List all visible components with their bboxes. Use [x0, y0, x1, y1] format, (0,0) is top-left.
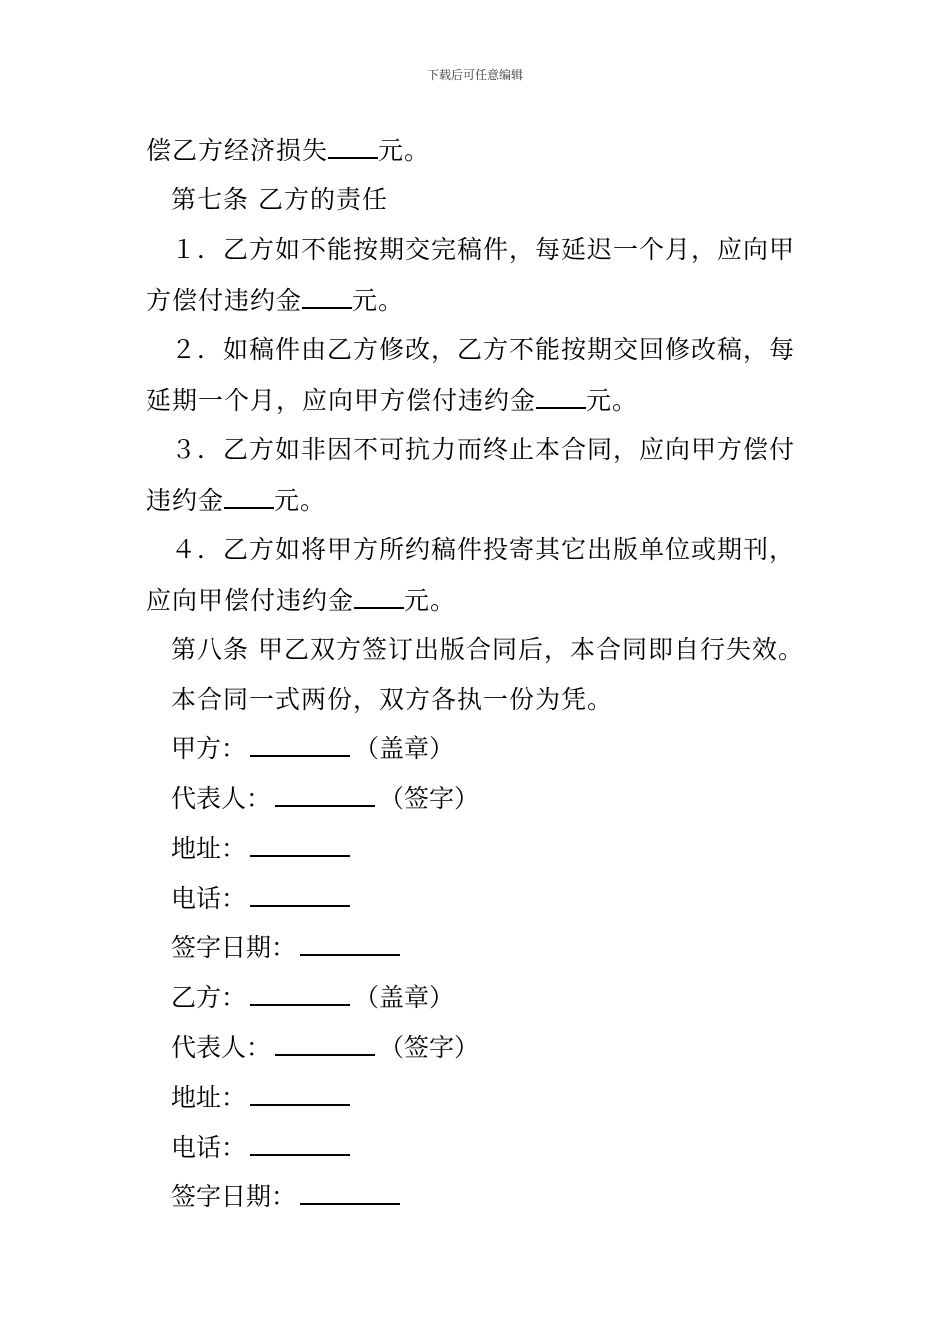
copies-note: 本合同一式两份，双方各执一份为凭。 — [171, 685, 614, 714]
party-b-date-line — [171, 1181, 404, 1212]
item-3-line-a: ３．乙方如非因不可抗力而终止本合同，应向甲方偿付 — [171, 435, 796, 464]
item-2-line-a: ２．如稿件由乙方修改，乙方不能按期交回修改稿，每 — [171, 335, 796, 364]
line-suffix: 元。 — [378, 136, 431, 165]
party-b-line — [171, 982, 454, 1013]
line-suffix: 元。 — [586, 386, 639, 415]
line-suffix: 元。 — [274, 486, 327, 515]
line-text: 方偿付违约金 — [146, 286, 303, 315]
party-b-address-line — [171, 1082, 354, 1113]
line-suffix: 元。 — [352, 286, 405, 315]
party-b-rep-label: 代表人： — [171, 1033, 272, 1062]
party-b-date-blank — [300, 1181, 400, 1205]
item-2-line-b — [146, 385, 638, 416]
party-b-phone-line — [171, 1132, 354, 1163]
blank-field — [536, 385, 586, 409]
party-b-rep-line — [171, 1032, 479, 1063]
party-a-phone-label: 电话： — [171, 884, 247, 913]
party-b-date-label: 签字日期： — [171, 1182, 297, 1211]
party-b-note: （盖章） — [354, 983, 455, 1012]
party-a-rep-blank — [275, 783, 375, 807]
party-a-date-blank — [300, 932, 400, 956]
article-7-title: 第七条 乙方的责任 — [171, 185, 388, 214]
item-1-line-a: １．乙方如不能按期交完稿件，每延迟一个月，应向甲 — [171, 235, 796, 264]
party-b-rep-note: （签字） — [379, 1033, 480, 1062]
line-text: 偿乙方经济损失 — [146, 136, 329, 165]
party-b-address-label: 地址： — [171, 1083, 247, 1112]
party-a-address-line — [171, 833, 354, 864]
blank-field — [328, 135, 378, 159]
article-8: 第八条 甲乙双方签订出版合同后，本合同即自行失效。 — [171, 635, 804, 664]
paragraph-line — [146, 135, 430, 166]
party-b-address-blank — [250, 1082, 350, 1106]
blank-field — [224, 485, 274, 509]
party-a-phone-blank — [250, 883, 350, 907]
header-note: 下载后可任意编辑 — [426, 68, 523, 82]
line-text: 应向甲偿付违约金 — [146, 586, 355, 615]
blank-field — [354, 585, 404, 609]
party-b-rep-blank — [275, 1032, 375, 1056]
party-a-blank — [250, 733, 350, 757]
item-1-line-b — [146, 285, 404, 316]
line-text: 违约金 — [146, 486, 225, 515]
party-a-address-label: 地址： — [171, 834, 247, 863]
item-3-line-b — [146, 485, 326, 516]
party-a-date-label: 签字日期： — [171, 933, 297, 962]
party-a-phone-line — [171, 883, 354, 914]
party-a-address-blank — [250, 833, 350, 857]
line-text: 延期一个月，应向甲方偿付违约金 — [146, 386, 537, 415]
party-a-rep-note: （签字） — [379, 784, 480, 813]
party-a-date-line — [171, 932, 404, 963]
party-a-line — [171, 733, 454, 764]
line-suffix: 元。 — [404, 586, 457, 615]
party-b-phone-blank — [250, 1132, 350, 1156]
party-b-blank — [250, 982, 350, 1006]
blank-field — [302, 285, 352, 309]
party-a-rep-label: 代表人： — [171, 784, 272, 813]
party-a-note: （盖章） — [354, 734, 455, 763]
item-4-line-b — [146, 585, 456, 616]
item-4-line-a: ４．乙方如将甲方所约稿件投寄其它出版单位或期刊， — [171, 535, 796, 564]
party-b-phone-label: 电话： — [171, 1133, 247, 1162]
party-a-rep-line — [171, 783, 479, 814]
party-b-label: 乙方： — [171, 983, 247, 1012]
party-a-label: 甲方： — [171, 734, 247, 763]
